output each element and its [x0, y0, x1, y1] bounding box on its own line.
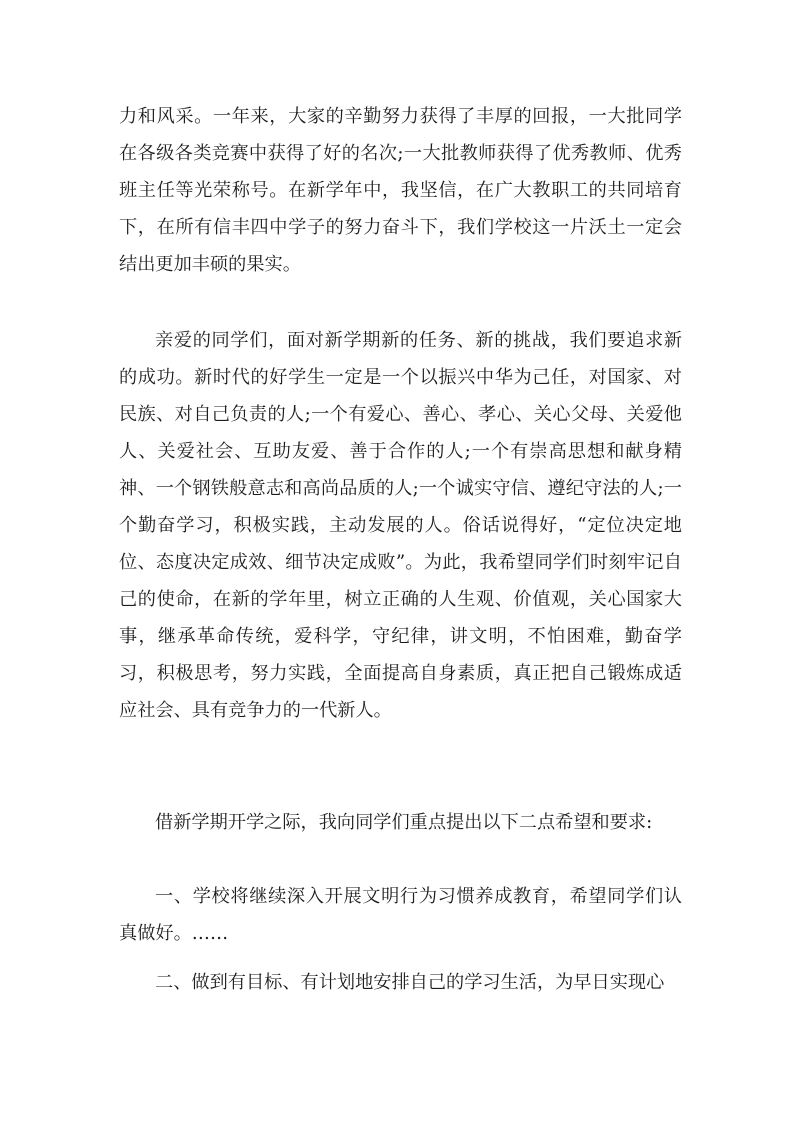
paragraph-requirement-one: 一、学校将继续深入开展文明行为习惯养成教育，希望同学们认真做好。…… — [119, 886, 682, 944]
paragraph-requirements-intro: 借新学期开学之际，我向同学们重点提出以下二点希望和要求: — [155, 812, 653, 833]
paragraph-achievements: 力和风采。一年来，大家的辛勤努力获得了丰厚的回报，一大批同学在各级各类竞赛中获得了好的名次;一大批教师获得了优秀教师、优秀班主任等光荣称号。在新学年中，我坚信，在广大教职工的共同培育下，在所有信丰四中学子的努力奋斗下，我们学校这一片沃土一定会结出更加丰硕的果实。 — [119, 106, 682, 275]
paragraph-new-era-students: 亲爱的同学们，面对新学期新的任务、新的挑战，我们要追求新的成功。新时代的好学生一定是一个以振兴中华为己任，对国家、对民族、对自己负责的人;一个有爱心、善心、孝心、关心父母、关爱他人、关爱社会、互助友爱、善于合作的人;一个有崇高思想和献身精神、一个钢铁般意志和高尚品质的人;一个诚实守信、遵纪守法的人;一个勤奋学习，积极实践，主动发展的人。俗话说得好，“定位决定地位、态度决定成效、细节决定成败”。为此，我希望同学们时刻牢记自己的使命，在新的学年里，树立正确的人生观、价值观，关心国家大事，继承革命传统，爱科学，守纪律，讲文明，不怕困难，勤奋学习，积极思考，努力实践，全面提高自身素质，真正把自己锻炼成适应社会、具有竞争力的一代新人。 — [119, 330, 682, 721]
paragraph-requirement-two: 二、做到有目标、有计划地安排自己的学习生活，为早日实现心 — [155, 972, 665, 993]
